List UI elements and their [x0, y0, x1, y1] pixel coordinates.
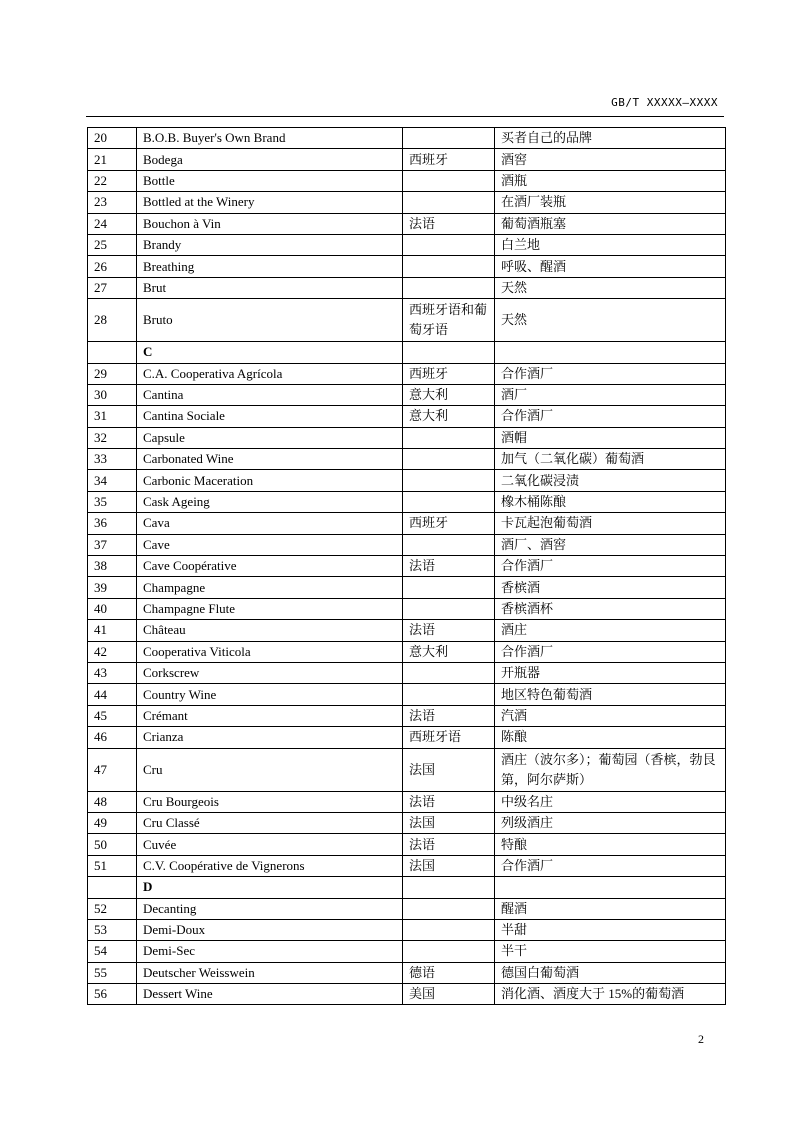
entry-language — [403, 919, 495, 940]
entry-number: 49 — [88, 812, 137, 833]
entry-number: 29 — [88, 363, 137, 384]
entry-term: Bodega — [137, 149, 403, 170]
entry-number: 31 — [88, 406, 137, 427]
entry-number: 41 — [88, 620, 137, 641]
section-row — [88, 877, 726, 898]
entry-translation — [495, 342, 726, 363]
entry-term: Cuvée — [137, 834, 403, 855]
entry-language: 西班牙语 — [403, 727, 495, 748]
entry-term: Château — [137, 620, 403, 641]
entry-language: 意大利 — [403, 406, 495, 427]
entry-number — [88, 877, 137, 898]
entry-language — [403, 534, 495, 555]
entry-translation: 天然 — [495, 299, 726, 342]
entry-number — [88, 342, 137, 363]
entry-term: Cru — [137, 748, 403, 791]
entry-number: 20 — [88, 128, 137, 149]
glossary-table — [87, 127, 726, 1005]
entry-translation: 酒瓶 — [495, 170, 726, 191]
entry-language: 法语 — [403, 834, 495, 855]
table-row — [88, 748, 726, 791]
entry-number: 47 — [88, 748, 137, 791]
entry-term: Crianza — [137, 727, 403, 748]
entry-language: 法语 — [403, 556, 495, 577]
entry-number: 39 — [88, 577, 137, 598]
entry-term: Carbonic Maceration — [137, 470, 403, 491]
entry-term: C.V. Coopérative de Vignerons — [137, 855, 403, 876]
entry-language — [403, 877, 495, 898]
entry-number: 30 — [88, 384, 137, 405]
table-row — [88, 577, 726, 598]
entry-term: Bottled at the Winery — [137, 192, 403, 213]
entry-number: 40 — [88, 598, 137, 619]
entry-number: 44 — [88, 684, 137, 705]
entry-translation: 酒帽 — [495, 427, 726, 448]
entry-language: 西班牙语和葡萄牙语 — [403, 299, 495, 342]
entry-translation: 二氧化碳浸渍 — [495, 470, 726, 491]
entry-translation: 合作酒厂 — [495, 641, 726, 662]
table-row — [88, 684, 726, 705]
entry-term: Cru Classé — [137, 812, 403, 833]
entry-language — [403, 491, 495, 512]
entry-term: Decanting — [137, 898, 403, 919]
entry-term: Cantina — [137, 384, 403, 405]
entry-language: 法语 — [403, 620, 495, 641]
entry-number: 21 — [88, 149, 137, 170]
entry-language — [403, 342, 495, 363]
table-row — [88, 834, 726, 855]
table-row — [88, 491, 726, 512]
table-row — [88, 620, 726, 641]
table-row — [88, 384, 726, 405]
entry-term: Demi-Sec — [137, 941, 403, 962]
entry-language — [403, 662, 495, 683]
entry-translation: 在酒厂装瓶 — [495, 192, 726, 213]
entry-number: 48 — [88, 791, 137, 812]
table-row — [88, 513, 726, 534]
entry-translation: 香槟酒 — [495, 577, 726, 598]
entry-language: 法语 — [403, 705, 495, 726]
entry-language: 意大利 — [403, 384, 495, 405]
entry-number: 33 — [88, 449, 137, 470]
entry-term: C.A. Cooperativa Agrícola — [137, 363, 403, 384]
entry-translation: 合作酒厂 — [495, 363, 726, 384]
entry-translation — [495, 877, 726, 898]
entry-translation: 酒厂、酒窖 — [495, 534, 726, 555]
entry-translation: 合作酒厂 — [495, 556, 726, 577]
table-row — [88, 149, 726, 170]
glossary-body — [88, 128, 726, 1005]
table-row — [88, 855, 726, 876]
entry-term: Breathing — [137, 256, 403, 277]
table-row — [88, 277, 726, 298]
entry-term: Champagne — [137, 577, 403, 598]
entry-term: Country Wine — [137, 684, 403, 705]
table-row — [88, 791, 726, 812]
entry-term: Crémant — [137, 705, 403, 726]
entry-translation: 白兰地 — [495, 234, 726, 255]
entry-number: 36 — [88, 513, 137, 534]
entry-language: 法国 — [403, 855, 495, 876]
table-row — [88, 449, 726, 470]
entry-language: 意大利 — [403, 641, 495, 662]
table-row — [88, 470, 726, 491]
entry-translation: 买者自己的品牌 — [495, 128, 726, 149]
table-row — [88, 299, 726, 342]
table-row — [88, 256, 726, 277]
table-row — [88, 919, 726, 940]
entry-translation: 半干 — [495, 941, 726, 962]
table-row — [88, 598, 726, 619]
entry-term: Corkscrew — [137, 662, 403, 683]
entry-language — [403, 277, 495, 298]
entry-language — [403, 427, 495, 448]
entry-language — [403, 234, 495, 255]
entry-number: 32 — [88, 427, 137, 448]
entry-language: 法国 — [403, 812, 495, 833]
table-row — [88, 363, 726, 384]
entry-term: Cava — [137, 513, 403, 534]
entry-term: D — [137, 877, 403, 898]
entry-term: Deutscher Weisswein — [137, 962, 403, 983]
header-rule — [86, 116, 724, 117]
entry-number: 55 — [88, 962, 137, 983]
entry-number: 46 — [88, 727, 137, 748]
entry-translation: 酒庄 — [495, 620, 726, 641]
table-row — [88, 427, 726, 448]
entry-number: 51 — [88, 855, 137, 876]
table-row — [88, 556, 726, 577]
entry-term: Demi-Doux — [137, 919, 403, 940]
table-row — [88, 128, 726, 149]
entry-translation: 香槟酒杯 — [495, 598, 726, 619]
entry-term: Cru Bourgeois — [137, 791, 403, 812]
entry-translation: 陈酿 — [495, 727, 726, 748]
entry-translation: 列级酒庄 — [495, 812, 726, 833]
entry-term: Dessert Wine — [137, 984, 403, 1005]
entry-term: Carbonated Wine — [137, 449, 403, 470]
entry-number: 37 — [88, 534, 137, 555]
entry-term: Capsule — [137, 427, 403, 448]
table-row — [88, 984, 726, 1005]
entry-number: 23 — [88, 192, 137, 213]
entry-language: 德语 — [403, 962, 495, 983]
table-row — [88, 962, 726, 983]
table-row — [88, 812, 726, 833]
entry-number: 56 — [88, 984, 137, 1005]
entry-language: 西班牙 — [403, 513, 495, 534]
page-number: 2 — [698, 1032, 704, 1046]
entry-translation: 呼吸、醒酒 — [495, 256, 726, 277]
table-row — [88, 898, 726, 919]
entry-language — [403, 577, 495, 598]
entry-number: 35 — [88, 491, 137, 512]
entry-term: Cave — [137, 534, 403, 555]
entry-number: 54 — [88, 941, 137, 962]
table-row — [88, 234, 726, 255]
entry-language: 美国 — [403, 984, 495, 1005]
entry-language — [403, 170, 495, 191]
table-row — [88, 641, 726, 662]
table-row — [88, 941, 726, 962]
entry-number: 26 — [88, 256, 137, 277]
entry-language: 西班牙 — [403, 149, 495, 170]
entry-number: 52 — [88, 898, 137, 919]
entry-translation: 地区特色葡萄酒 — [495, 684, 726, 705]
entry-term: B.O.B. Buyer's Own Brand — [137, 128, 403, 149]
entry-language: 法国 — [403, 748, 495, 791]
table-row — [88, 170, 726, 191]
table-row — [88, 662, 726, 683]
entry-term: Cooperativa Viticola — [137, 641, 403, 662]
entry-translation: 葡萄酒瓶塞 — [495, 213, 726, 234]
entry-term: Brut — [137, 277, 403, 298]
entry-translation: 酒庄（波尔多）；葡萄园（香槟，勃艮第，阿尔萨斯） — [495, 748, 726, 791]
table-row — [88, 213, 726, 234]
entry-term: Cave Coopérative — [137, 556, 403, 577]
entry-term: Bottle — [137, 170, 403, 191]
entry-translation: 卡瓦起泡葡萄酒 — [495, 513, 726, 534]
entry-translation: 中级名庄 — [495, 791, 726, 812]
entry-translation: 消化酒、酒度大于 15%的葡萄酒 — [495, 984, 726, 1005]
entry-number: 28 — [88, 299, 137, 342]
entry-translation: 加气（二氧化碳）葡萄酒 — [495, 449, 726, 470]
entry-language — [403, 256, 495, 277]
entry-term: Bouchon à Vin — [137, 213, 403, 234]
document-code: GB/T XXXXX—XXXX — [611, 96, 718, 109]
entry-number: 22 — [88, 170, 137, 191]
table-row — [88, 705, 726, 726]
entry-number: 43 — [88, 662, 137, 683]
entry-number: 24 — [88, 213, 137, 234]
entry-language — [403, 684, 495, 705]
entry-number: 42 — [88, 641, 137, 662]
section-row — [88, 342, 726, 363]
entry-translation: 半甜 — [495, 919, 726, 940]
entry-translation: 醒酒 — [495, 898, 726, 919]
entry-language — [403, 898, 495, 919]
entry-term: Cantina Sociale — [137, 406, 403, 427]
table-row — [88, 727, 726, 748]
table-row — [88, 534, 726, 555]
entry-language: 法语 — [403, 213, 495, 234]
entry-translation: 德国白葡萄酒 — [495, 962, 726, 983]
entry-translation: 橡木桶陈酿 — [495, 491, 726, 512]
entry-language — [403, 470, 495, 491]
entry-language: 法语 — [403, 791, 495, 812]
entry-translation: 天然 — [495, 277, 726, 298]
entry-number: 34 — [88, 470, 137, 491]
entry-translation: 汽酒 — [495, 705, 726, 726]
entry-language — [403, 941, 495, 962]
entry-translation: 开瓶器 — [495, 662, 726, 683]
entry-translation: 合作酒厂 — [495, 855, 726, 876]
table-row — [88, 192, 726, 213]
entry-translation: 酒窖 — [495, 149, 726, 170]
entry-language — [403, 449, 495, 470]
entry-term: Bruto — [137, 299, 403, 342]
entry-number: 50 — [88, 834, 137, 855]
entry-language — [403, 598, 495, 619]
entry-term: Brandy — [137, 234, 403, 255]
entry-number: 27 — [88, 277, 137, 298]
entry-translation: 合作酒厂 — [495, 406, 726, 427]
entry-language — [403, 128, 495, 149]
entry-language — [403, 192, 495, 213]
entry-translation: 酒厂 — [495, 384, 726, 405]
entry-language: 西班牙 — [403, 363, 495, 384]
entry-term: Cask Ageing — [137, 491, 403, 512]
table-row — [88, 406, 726, 427]
entry-number: 45 — [88, 705, 137, 726]
entry-translation: 特酿 — [495, 834, 726, 855]
entry-term: Champagne Flute — [137, 598, 403, 619]
entry-term: C — [137, 342, 403, 363]
entry-number: 53 — [88, 919, 137, 940]
entry-number: 25 — [88, 234, 137, 255]
entry-number: 38 — [88, 556, 137, 577]
